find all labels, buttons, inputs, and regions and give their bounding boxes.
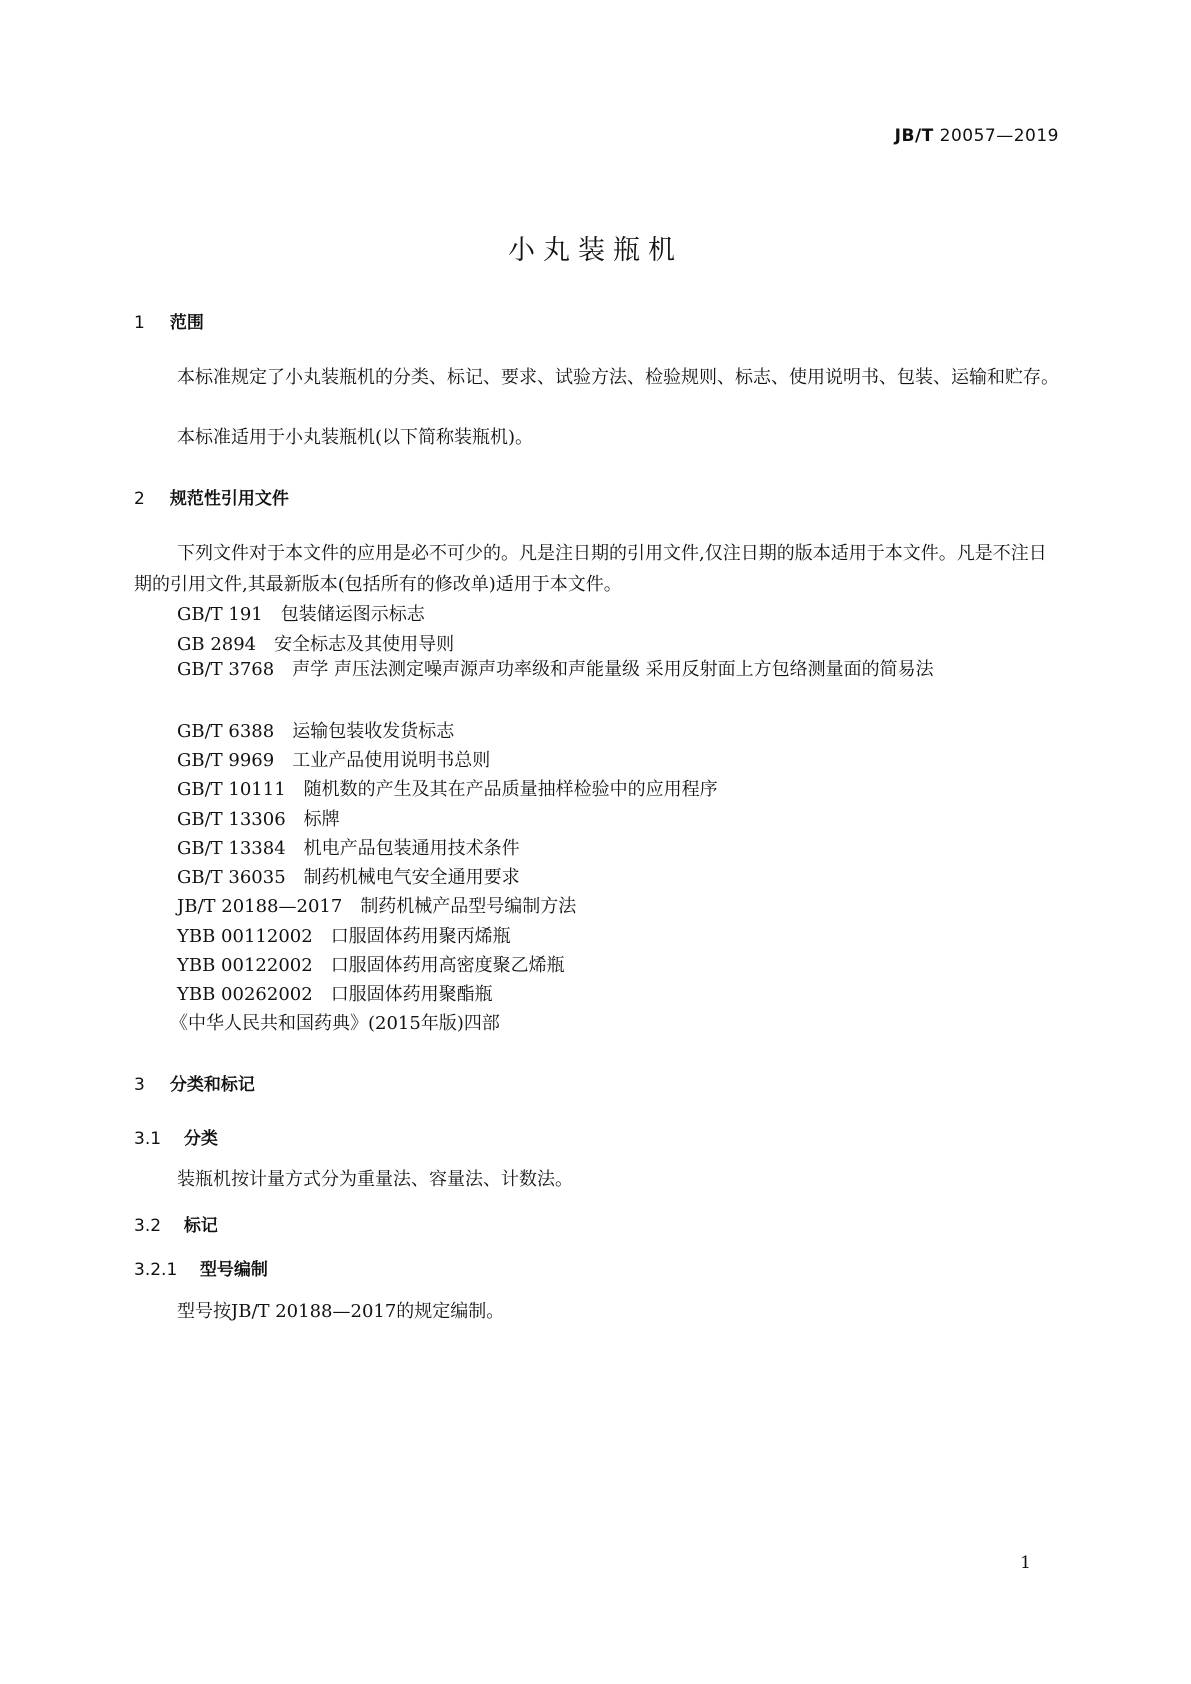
scope-paragraph-2: 本标准适用于小丸装瓶机(以下简称装瓶机)。: [177, 427, 534, 448]
section-3-2-1-heading: [134, 1255, 268, 1280]
section-title: 范围: [169, 313, 204, 333]
section-title: 标记: [183, 1216, 218, 1236]
standard-number: 20057—2019: [939, 126, 1059, 146]
section-3-1-heading: [134, 1124, 218, 1149]
section-3-2-heading: [134, 1211, 218, 1236]
section-title: 分类和标记: [169, 1075, 255, 1095]
standard-code: [895, 126, 1059, 146]
reference-item: YBB 00262002 口服固体药用聚酯瓶: [177, 984, 493, 1005]
section-2-heading: [134, 484, 289, 509]
references-intro: 下列文件对于本文件的应用是必不可少的。凡是注日期的引用文件,仅注日期的版本适用于本文件。凡是不注日期的引用文件,其最新版本(包括所有的修改单)适用于本文件。: [134, 543, 1047, 595]
reference-item: GB 2894 安全标志及其使用导则: [177, 634, 455, 655]
standard-prefix: JB/T: [894, 126, 934, 146]
reference-item: YBB 00112002 口服固体药用聚丙烯瓶: [177, 926, 511, 947]
reference-item: GB/T 9969 工业产品使用说明书总则: [177, 750, 491, 771]
pharmacopoeia-reference: 《中华人民共和国药典》(2015年版)四部: [170, 1013, 500, 1034]
reference-item: JB/T 20188—2017 制药机械产品型号编制方法: [177, 896, 577, 917]
section-number: 3: [134, 1075, 145, 1095]
section-title: 规范性引用文件: [169, 489, 289, 509]
section-3-heading: [134, 1070, 255, 1095]
reference-item: GB/T 6388 运输包装收发货标志: [177, 721, 455, 742]
reference-item: GB/T 3768 声学 声压法测定噪声源声功率级和声能量级 采用反射面上方包络测量面的简易法: [177, 659, 934, 680]
reference-item: GB/T 10111 随机数的产生及其在产品质量抽样检验中的应用程序: [177, 779, 718, 800]
section-number: 2: [134, 489, 145, 509]
reference-item: YBB 00122002 口服固体药用高密度聚乙烯瓶: [177, 955, 565, 976]
scope-paragraph-1: 本标准规定了小丸装瓶机的分类、标记、要求、试验方法、检验规则、标志、使用说明书、包装、运输和贮存。: [177, 367, 1059, 388]
section-title: 分类: [183, 1129, 218, 1149]
document-title: 小丸装瓶机: [508, 235, 683, 266]
section-number: 3.1: [134, 1129, 162, 1149]
classification-text: 装瓶机按计量方式分为重量法、容量法、计数法。: [177, 1169, 573, 1190]
reference-item: GB/T 13306 标牌: [177, 809, 340, 830]
reference-item: GB/T 13384 机电产品包装通用技术条件: [177, 838, 520, 859]
section-number: 3.2: [134, 1216, 162, 1236]
model-code-text: 型号按JB/T 20188—2017的规定编制。: [177, 1301, 505, 1322]
page-number: 1: [1020, 1553, 1031, 1573]
section-title: 型号编制: [199, 1260, 268, 1280]
reference-item: GB/T 191 包装储运图示标志: [177, 604, 425, 625]
section-1-heading: [134, 308, 204, 333]
section-number: 1: [134, 313, 145, 333]
reference-item: GB/T 36035 制药机械电气安全通用要求: [177, 867, 520, 888]
section-number: 3.2.1: [134, 1260, 178, 1280]
